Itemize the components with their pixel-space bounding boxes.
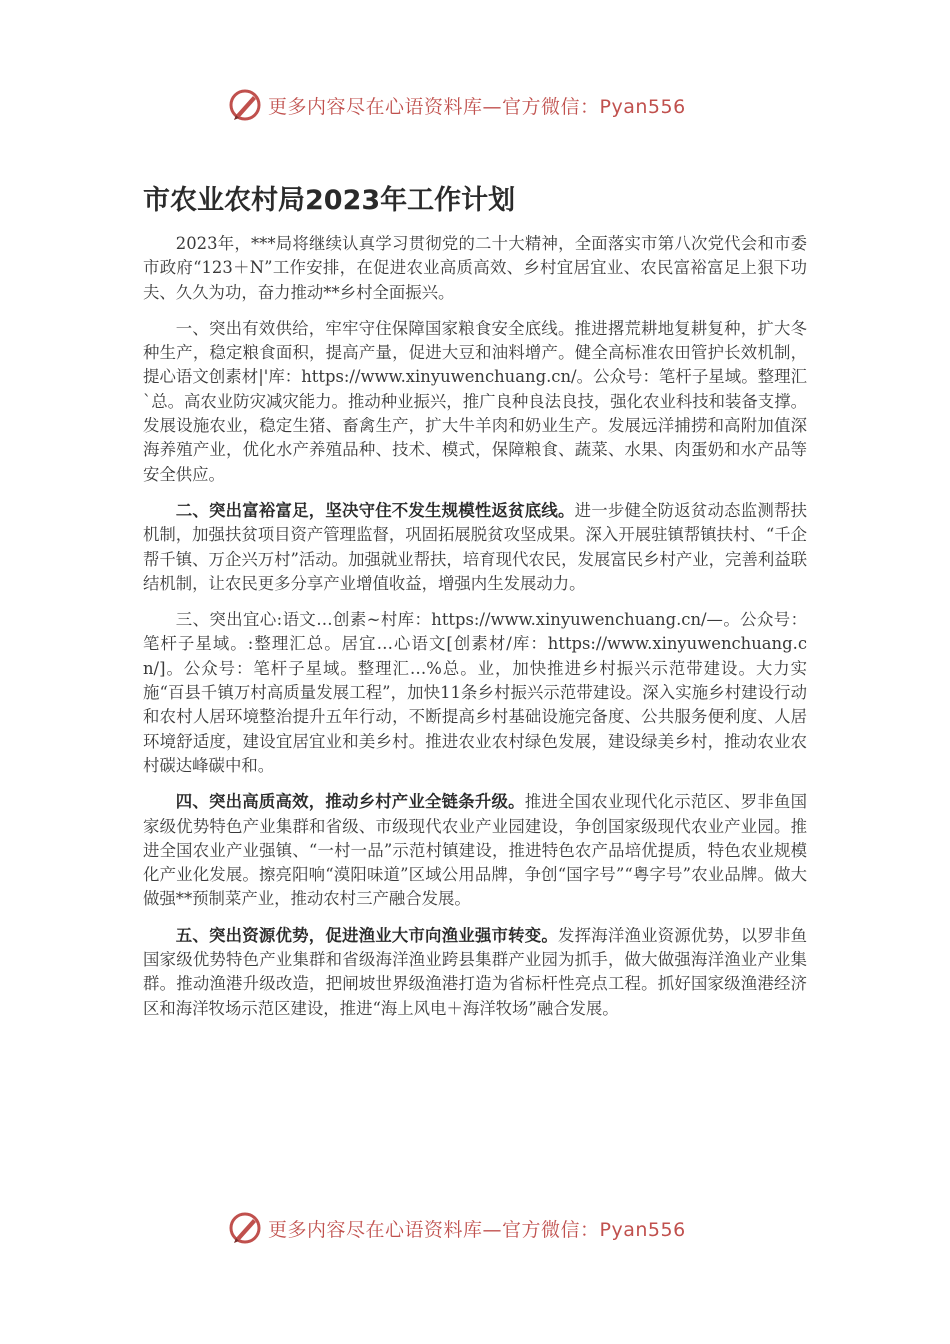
paragraph-section-2 (143, 499, 807, 596)
pen-logo-icon (228, 1211, 262, 1245)
paragraph-lead: 二、突出富裕富足，坚决守住不发生规模性返贫底线。 (175, 500, 575, 520)
paragraph-text: 一、突出有效供给，牢牢守住保障国家粮食安全底线。推进撂荒耕地复耕复种，扩大冬种生产，稳定粮食面积，提高产量，促进大豆和油料增产。健全高标准农田管护长效机制，提心语文创素材|'库：https://www.xinyuwenchuang.cn/。公众号：笔杆子星域。整理汇`总。高农业防灾减灾能力。推动种业振兴，推广良种良法良技，强化农业科技和装备支撑。发展设施农业，稳定生猪、畜禽生产，扩大牛羊肉和奶业生产。发展远洋捕捞和高附加值深海养殖产业，优化水产养殖品种、技术、模式，保障粮食、蔬菜、水果、肉蛋奶和水产品等安全供应。 (143, 318, 807, 484)
paragraph-text: 三、突出宜心:语文…创素~村库：https://www.xinyuwenchuang.cn/—。公众号：笔杆子星域。:整理汇总。居宜…心语文[创素材/库：https://www.xinyuwenchuang.cn/]。公众号：笔杆子星域。整理汇…%总。业，加快推进乡村振兴示范带建设。大力实施“百县千镇万村高质量发展工程”，加快11条乡村振兴示范带建设。深入实施乡村建设行动和农村人居环境整治提升五年行动，不断提高乡村基础设施完备度、公共服务便利度、人居环境舒适度，建设宜居宜业和美乡村。推进农业农村绿色发展，建设绿美乡村，推动农业农村碳达峰碳中和。 (143, 610, 807, 775)
page-title: 市农业农村局2023年工作计划 (143, 185, 516, 216)
paragraph-text: 推进全国农业现代化示范区、罗非鱼国家级优势特色产业集群和省级、市级现代农业产业园建设，争创国家级现代农业产业园。推进全国农业产业强镇、“一村一品”示范村镇建设，推进特色农产品培优提质，特色农业规模化产业化发展。擦亮阳响“漠阳味道”区域公用品牌，争创“国字号”“粤字号”农业品牌。做大做强**预制菜产业，推动农村三产融合发展。 (143, 792, 808, 909)
pen-logo-icon (228, 88, 262, 122)
paragraph-text: 进一步健全防返贫动态监测帮扶机制，加强扶贫项目资产管理监督，巩固拓展脱贫攻坚成果。深入开展驻镇帮镇扶村、“千企帮千镇、万企兴万村”活动。加强就业帮扶，培育现代农民，发展富民乡村产业，完善利益联结机制，让农民更多分享产业增值收益，增强内生发展动力。 (143, 500, 808, 593)
paragraph-section-4 (143, 790, 807, 911)
header-banner (228, 87, 748, 123)
paragraph-intro (143, 232, 807, 305)
banner-text: 更多内容尽在心语资料库—官方微信：Pyan556 (268, 1218, 686, 1241)
paragraph-section-5 (143, 924, 807, 1021)
paragraph-lead: 四、突出高质高效，推动乡村产业全链条升级。 (175, 792, 525, 812)
paragraph-lead: 五、突出资源优势，促进渔业大市向渔业强市转变。 (175, 925, 558, 945)
footer-banner (228, 1210, 748, 1246)
document-body (143, 232, 807, 1033)
paragraph-section-1 (143, 317, 807, 487)
paragraph-text: 发挥海洋渔业资源优势，以罗非鱼国家级优势特色产业集群和省级海洋渔业跨县集群产业园为抓手，做大做强海洋渔业产业集群。推动渔港升级改造，把闸坡世界级渔港打造为省标杆性亮点工程。抓好国家级渔港经济区和海洋牧场示范区建设，推进“海上风电＋海洋牧场”融合发展。 (143, 925, 808, 1018)
paragraph-section-3 (143, 608, 807, 778)
banner-text: 更多内容尽在心语资料库—官方微信：Pyan556 (268, 95, 686, 118)
paragraph-text: 2023年，***局将继续认真学习贯彻党的二十大精神，全面落实市第八次党代会和市委市政府“123＋N”工作安排，在促进农业高质高效、乡村宜居宜业、农民富裕富足上狠下功夫、久久为功，奋力推动**乡村全面振兴。 (143, 234, 807, 302)
